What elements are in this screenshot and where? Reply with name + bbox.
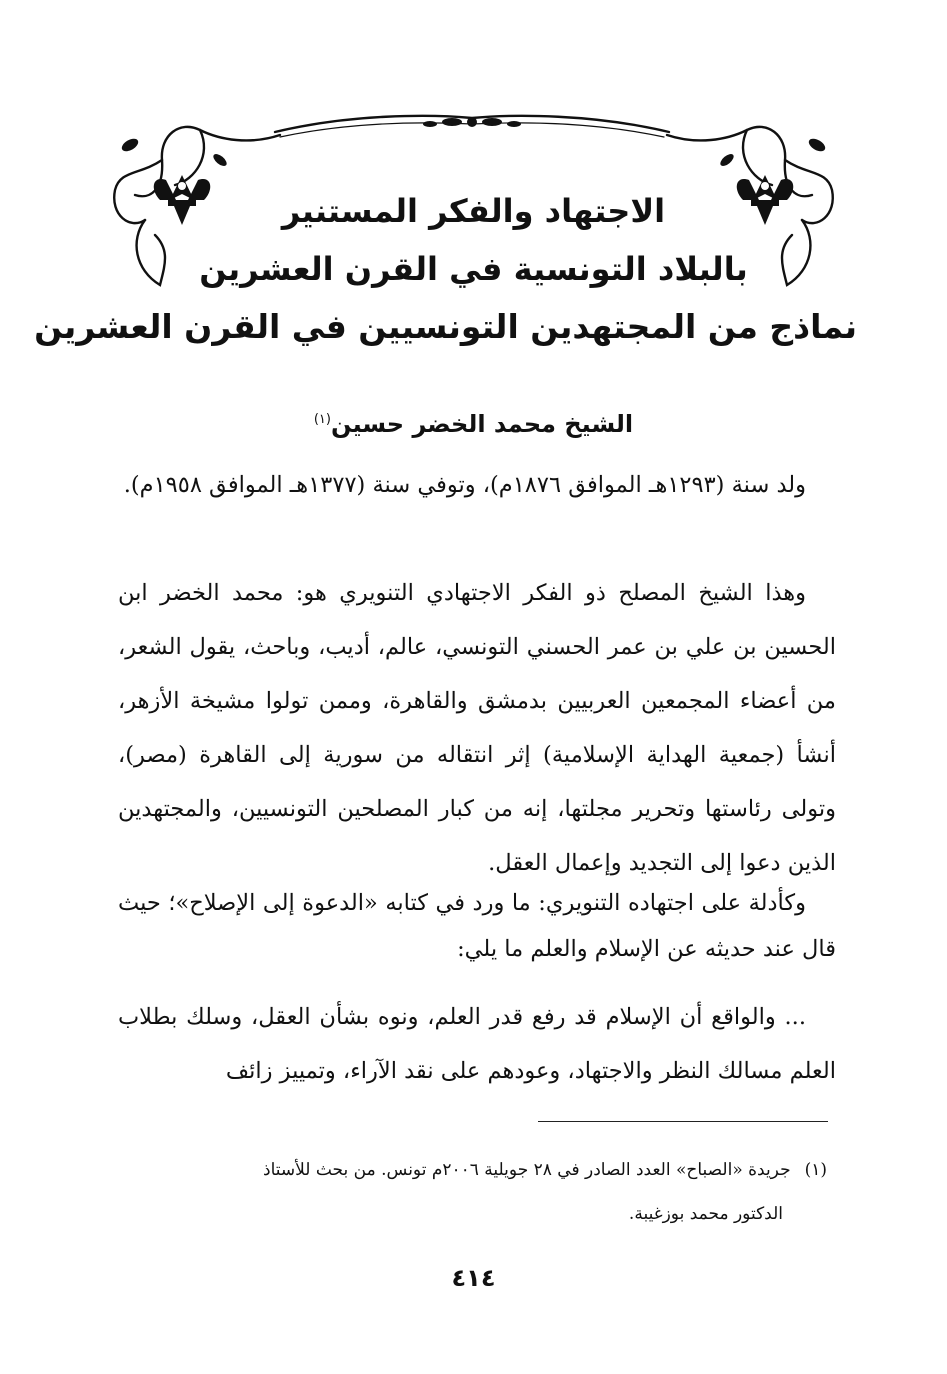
footnote-number: (١) [804,1160,827,1180]
footnote-line-1 [120,1148,827,1192]
paragraph-evidence-intro: وكأدلة على اجتهاده التنويري: ما ورد في كتابه «الدعوة إلى الإصلاح»؛ حيث قال عند حديثه عن الإسلام والعلم ما يلي: [118,890,836,962]
title-line-2: بالبلاد التونسية في القرن العشرين [199,250,748,288]
paragraph-birth-death: ولد سنة (١٢٩٣هـ الموافق ١٨٧٦م)، وتوفي سنة (١٣٧٧هـ الموافق ١٩٥٨م). [123,472,806,498]
title-line-1: الاجتهاد والفكر المستنير [281,192,666,230]
chapter-title [34,182,857,356]
page-number: ٤١٤ [451,1264,496,1292]
footnote-divider [538,1121,828,1122]
paragraph-quote: ... والواقع أن الإسلام قد رفع قدر العلم، ونوه بشأن العقل، وسلك بطلاب العلم مسالك النظر والاجتهاد، وعودهم على نقد الآراء، وتمييز زائف [118,1004,836,1084]
footnote-text-1: جريدة «الصباح» العدد الصادر في ٢٨ جويلية ٢٠٠٦م تونس. من بحث للأستاذ [263,1160,791,1180]
section-heading-author [120,400,827,444]
footnote-line-2: الدكتور محمد بوزغيبة. [628,1204,783,1224]
footnote-reference: (١) [313,412,331,427]
footnote [120,1148,827,1236]
title-line-3: نماذج من المجتهدين التونسيين في القرن العشرين [34,307,857,346]
paragraph-biography: وهذا الشيخ المصلح ذو الفكر الاجتهادي التنويري هو: محمد الخضر ابن الحسين بن علي بن عمر الحسني التونسي، عالم، أديب، وباحث، يقول الشعر، من أعضاء المجمعين العربيين بدمشق والقاهرة، وممن تولوا مشيخة الأزهر، أنشأ (جمعية الهداية الإسلامية) إثر انتقاله من سورية إلى القاهرة (مصر)، وتولى رئاستها وتحرير مجلتها، إنه من كبار المصلحين التونسيين، والمجتهدين الذين دعوا إلى التجديد وإعمال العقل. [118,580,836,876]
author-name: الشيخ محمد الخضر حسين [330,410,634,438]
